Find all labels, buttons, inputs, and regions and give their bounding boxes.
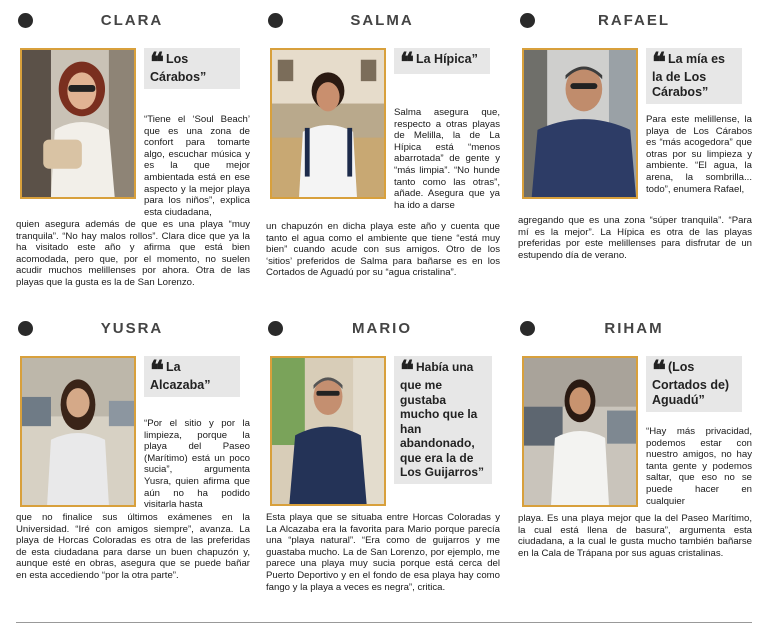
quote-box xyxy=(394,356,492,484)
quote-text: (Los Cortados de) Aguadú” xyxy=(652,360,730,407)
profile-header xyxy=(14,318,250,348)
quote-text: La Alcazaba” xyxy=(150,360,211,392)
profile-header xyxy=(516,10,752,40)
side-paragraph: “Tiene el ‘Soul Beach’ que es una zona de confort para tomarte algo, escuchar música y es la que mejor ambientada está en ese aspecto y la mejor playa para los niños”, explica esta ciudadana, xyxy=(144,114,250,218)
portrait-photo-yusra xyxy=(20,356,136,507)
quote-text: La Hípica” xyxy=(416,52,478,66)
profile-clara xyxy=(14,10,250,288)
quote-box xyxy=(646,48,742,104)
person-name: RIHAM xyxy=(604,320,664,337)
quote-mark-icon: ❝ xyxy=(400,356,414,386)
profile-header xyxy=(264,10,500,40)
quote-text: Los Cárabos” xyxy=(150,52,207,84)
body-paragraph: un chapuzón en dicha playa este año y cuenta que tanto el agua como el ambiente que tiene “está muy bien” cuando acude con sus amigos. Otro de los ‘sitios’ preferidos de Salma para bañarse es en los Cortados de Aguadú por su “agua cristalina”. xyxy=(266,221,500,279)
side-paragraph: Salma asegura que, respecto a otras playas de Melilla, la de La Hípica está “menos abarrotada” de gente y “más limpia”. “No hunde tanto como las otras”, añade. Asegura que ya ha ido a darse xyxy=(394,107,500,211)
side-paragraph: Para este melillense, la playa de Los Cárabos es “más acogedora” que otras por su limpieza y ambiente. “El agua, la arena, la sombrilla... todo”, enumera Rafael, xyxy=(646,114,752,195)
profile-header xyxy=(516,318,752,348)
body-paragraph: quien asegura además de que es una playa “muy tranquila”. “No hay malos rollos”. Clara dice que ya la ha visitado este año y afirma que está bien acomodada, pero que, por el momento, no suelen acudir muchos melillenses por ahora. Otra de las playas que la gusta es la de San Lorenzo. xyxy=(16,219,250,288)
body-paragraph: que no finalice sus últimos exámenes en la Universidad. “Iré con amigos siempre”, avanza. La playa de Horcas Coloradas es otra de las preferidas de esta ciudadana para darse un buen chapuzón y, aunque esté en obras, asegura que se puede bañar en esta accediendo “por la otra parte”. xyxy=(16,512,250,581)
body-paragraph: agregando que es una zona “súper tranquila”. “Para mí es la mejor”. La Hípica es otra de las playas preferidas por este melillenses para disfrutar de un estupendo día de verano. xyxy=(518,215,752,261)
quote-text: Había una que me gustaba mucho que la han abandonado, que era la de Los Guijarros” xyxy=(400,360,485,479)
person-name: RAFAEL xyxy=(598,12,670,29)
portrait-photo-riham xyxy=(522,356,638,507)
quote-mark-icon: ❝ xyxy=(652,48,666,78)
quote-box xyxy=(394,48,490,78)
quote-mark-icon: ❝ xyxy=(652,356,666,386)
quote-box xyxy=(144,48,240,89)
profile-mario xyxy=(264,318,500,593)
person-name: YUSRA xyxy=(100,320,164,337)
quote-mark-icon: ❝ xyxy=(400,48,414,78)
profile-rafael xyxy=(516,10,752,261)
quote-mark-icon: ❝ xyxy=(150,48,164,78)
side-paragraph: “Por el sitio y por la limpieza, porque la playa del Paseo (Marítimo) está un poco sucia”, argumenta Yusra, quien afirma que aún no ha podido visitarla hasta xyxy=(144,418,250,511)
body-paragraph: Esta playa que se situaba entre Horcas Coloradas y La Alcazaba era la favorita para Mario porque parecía una “playa natural”. “Era como de guijarros y me guastaba mucho. La de San Lorenzo, por ejemplo, me parece una playa muy sucia porque está cerca del Puerto Deportivo y en el fondo de esa playa hay como fango y la playa a veces es negra”, critica. xyxy=(266,512,500,593)
person-name: SALMA xyxy=(350,12,414,29)
person-name: MARIO xyxy=(352,320,412,337)
profile-yusra xyxy=(14,318,250,581)
person-name: CLARA xyxy=(100,12,164,29)
profile-riham xyxy=(516,318,752,559)
profile-salma xyxy=(264,10,500,279)
quote-box xyxy=(646,356,742,412)
bottom-divider xyxy=(16,622,752,623)
profile-header xyxy=(264,318,500,348)
quote-text: La mía es la de Los Cárabos” xyxy=(652,52,725,99)
portrait-photo-mario xyxy=(270,356,386,506)
portrait-photo-clara xyxy=(20,48,136,199)
body-paragraph: playa. Es una playa mejor que la del Paseo Marítimo, la cual está llena de basura”, argumenta esta ciudadana, a la cual le gusta mucho también bañarse en la Cala de Trápana por sus aguas cristalinas. xyxy=(518,513,752,559)
portrait-photo-salma xyxy=(270,48,386,199)
profile-header xyxy=(14,10,250,40)
portrait-photo-rafael xyxy=(522,48,638,199)
quote-mark-icon: ❝ xyxy=(150,356,164,386)
quote-box xyxy=(144,356,240,397)
side-paragraph: “Hay más privacidad, podemos estar con nuestro amigos, no hay tanta gente y podemos saltar, que eso no se puede hacer en cualquier xyxy=(646,426,752,507)
